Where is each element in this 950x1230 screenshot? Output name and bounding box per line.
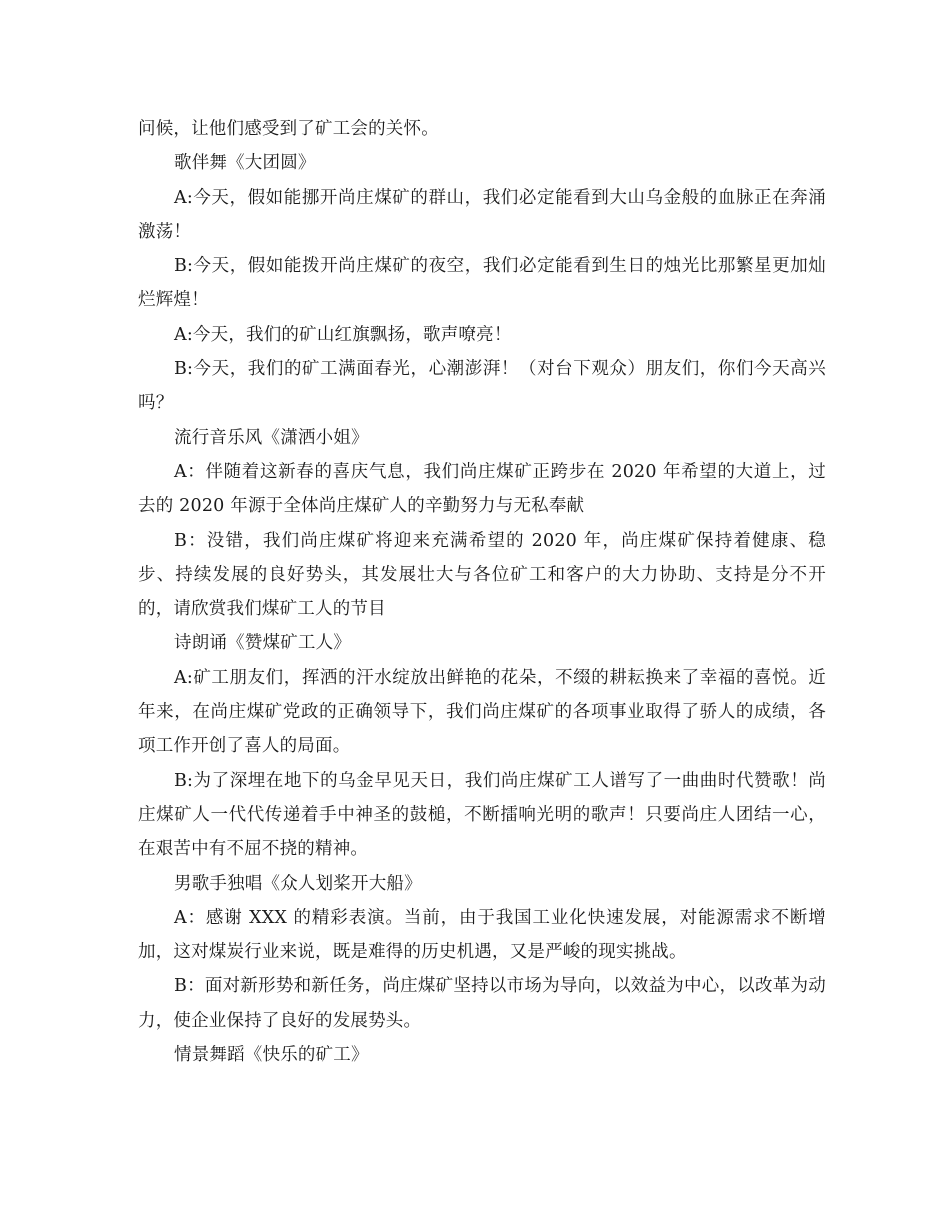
program-title-paragraph: 情景舞蹈《快乐的矿工》 — [174, 1045, 369, 1066]
paragraph: B:为了深埋在地下的乌金早见天日，我们尚庄煤矿工人谱写了一曲曲时代赞歌！尚庄煤矿人一代代传递着手中神圣的鼓槌，不断擂响光明的歌声！只要尚庄人团结一心，在艰苦中有不屈不挠的精神。 — [138, 770, 826, 860]
paragraph: 问候，让他们感受到了矿工会的关怀。 — [138, 119, 439, 139]
paragraph: A：伴随着这新春的喜庆气息，我们尚庄煤矿正跨步在 2020 年希望的大道上，过去的 2020 年源于全体尚庄煤矿人的辛勤努力与无私奉献 — [138, 461, 826, 517]
document-body — [138, 112, 826, 1072]
program-title-paragraph: 男歌手独唱《众人划桨开大船》 — [174, 873, 422, 894]
paragraph: B:今天，假如能拨开尚庄煤矿的夜空，我们必定能看到生日的烛光比那繁星更加灿烂辉煌！ — [138, 256, 826, 311]
paragraph: B：没错，我们尚庄煤矿将迎来充满希望的 2020 年，尚庄煤矿保持着健康、稳步、持续发展的良好势头，其发展壮大与各位矿工和客户的大力协助、支持是分不开的，请欣赏我们煤矿工人的节目 — [138, 530, 826, 620]
paragraph: A:今天，假如能挪开尚庄煤矿的群山，我们必定能看到大山乌金般的血脉正在奔涌激荡！ — [138, 187, 826, 242]
paragraph: A:今天，我们的矿山红旗飘扬，歌声嘹亮！ — [174, 324, 512, 345]
paragraph: B：面对新形势和新任务，尚庄煤矿坚持以市场为导向，以效益为中心，以改革为动力，使企业保持了良好的发展势头。 — [138, 976, 826, 1031]
paragraph: B:今天，我们的矿工满面春光，心潮澎湃！（对台下观众）朋友们，你们今天高兴吗？ — [138, 359, 826, 414]
paragraph: A:矿工朋友们，挥洒的汗水绽放出鲜艳的花朵，不缀的耕耘换来了幸福的喜悦。近年来，在尚庄煤矿党政的正确领导下，我们尚庄煤矿的各项事业取得了骄人的成绩，各项工作开创了喜人的局面。 — [138, 667, 826, 757]
program-title-paragraph: 诗朗诵《赞煤矿工人》 — [174, 633, 351, 654]
program-title-paragraph: 歌伴舞《大团圆》 — [174, 153, 316, 174]
program-title-paragraph: 流行音乐风《潇洒小姐》 — [174, 427, 369, 448]
paragraph: A：感谢 XXX 的精彩表演。当前，由于我国工业化快速发展，对能源需求不断增加，这对煤炭行业来说，既是难得的历史机遇，又是严峻的现实挑战。 — [138, 907, 826, 963]
